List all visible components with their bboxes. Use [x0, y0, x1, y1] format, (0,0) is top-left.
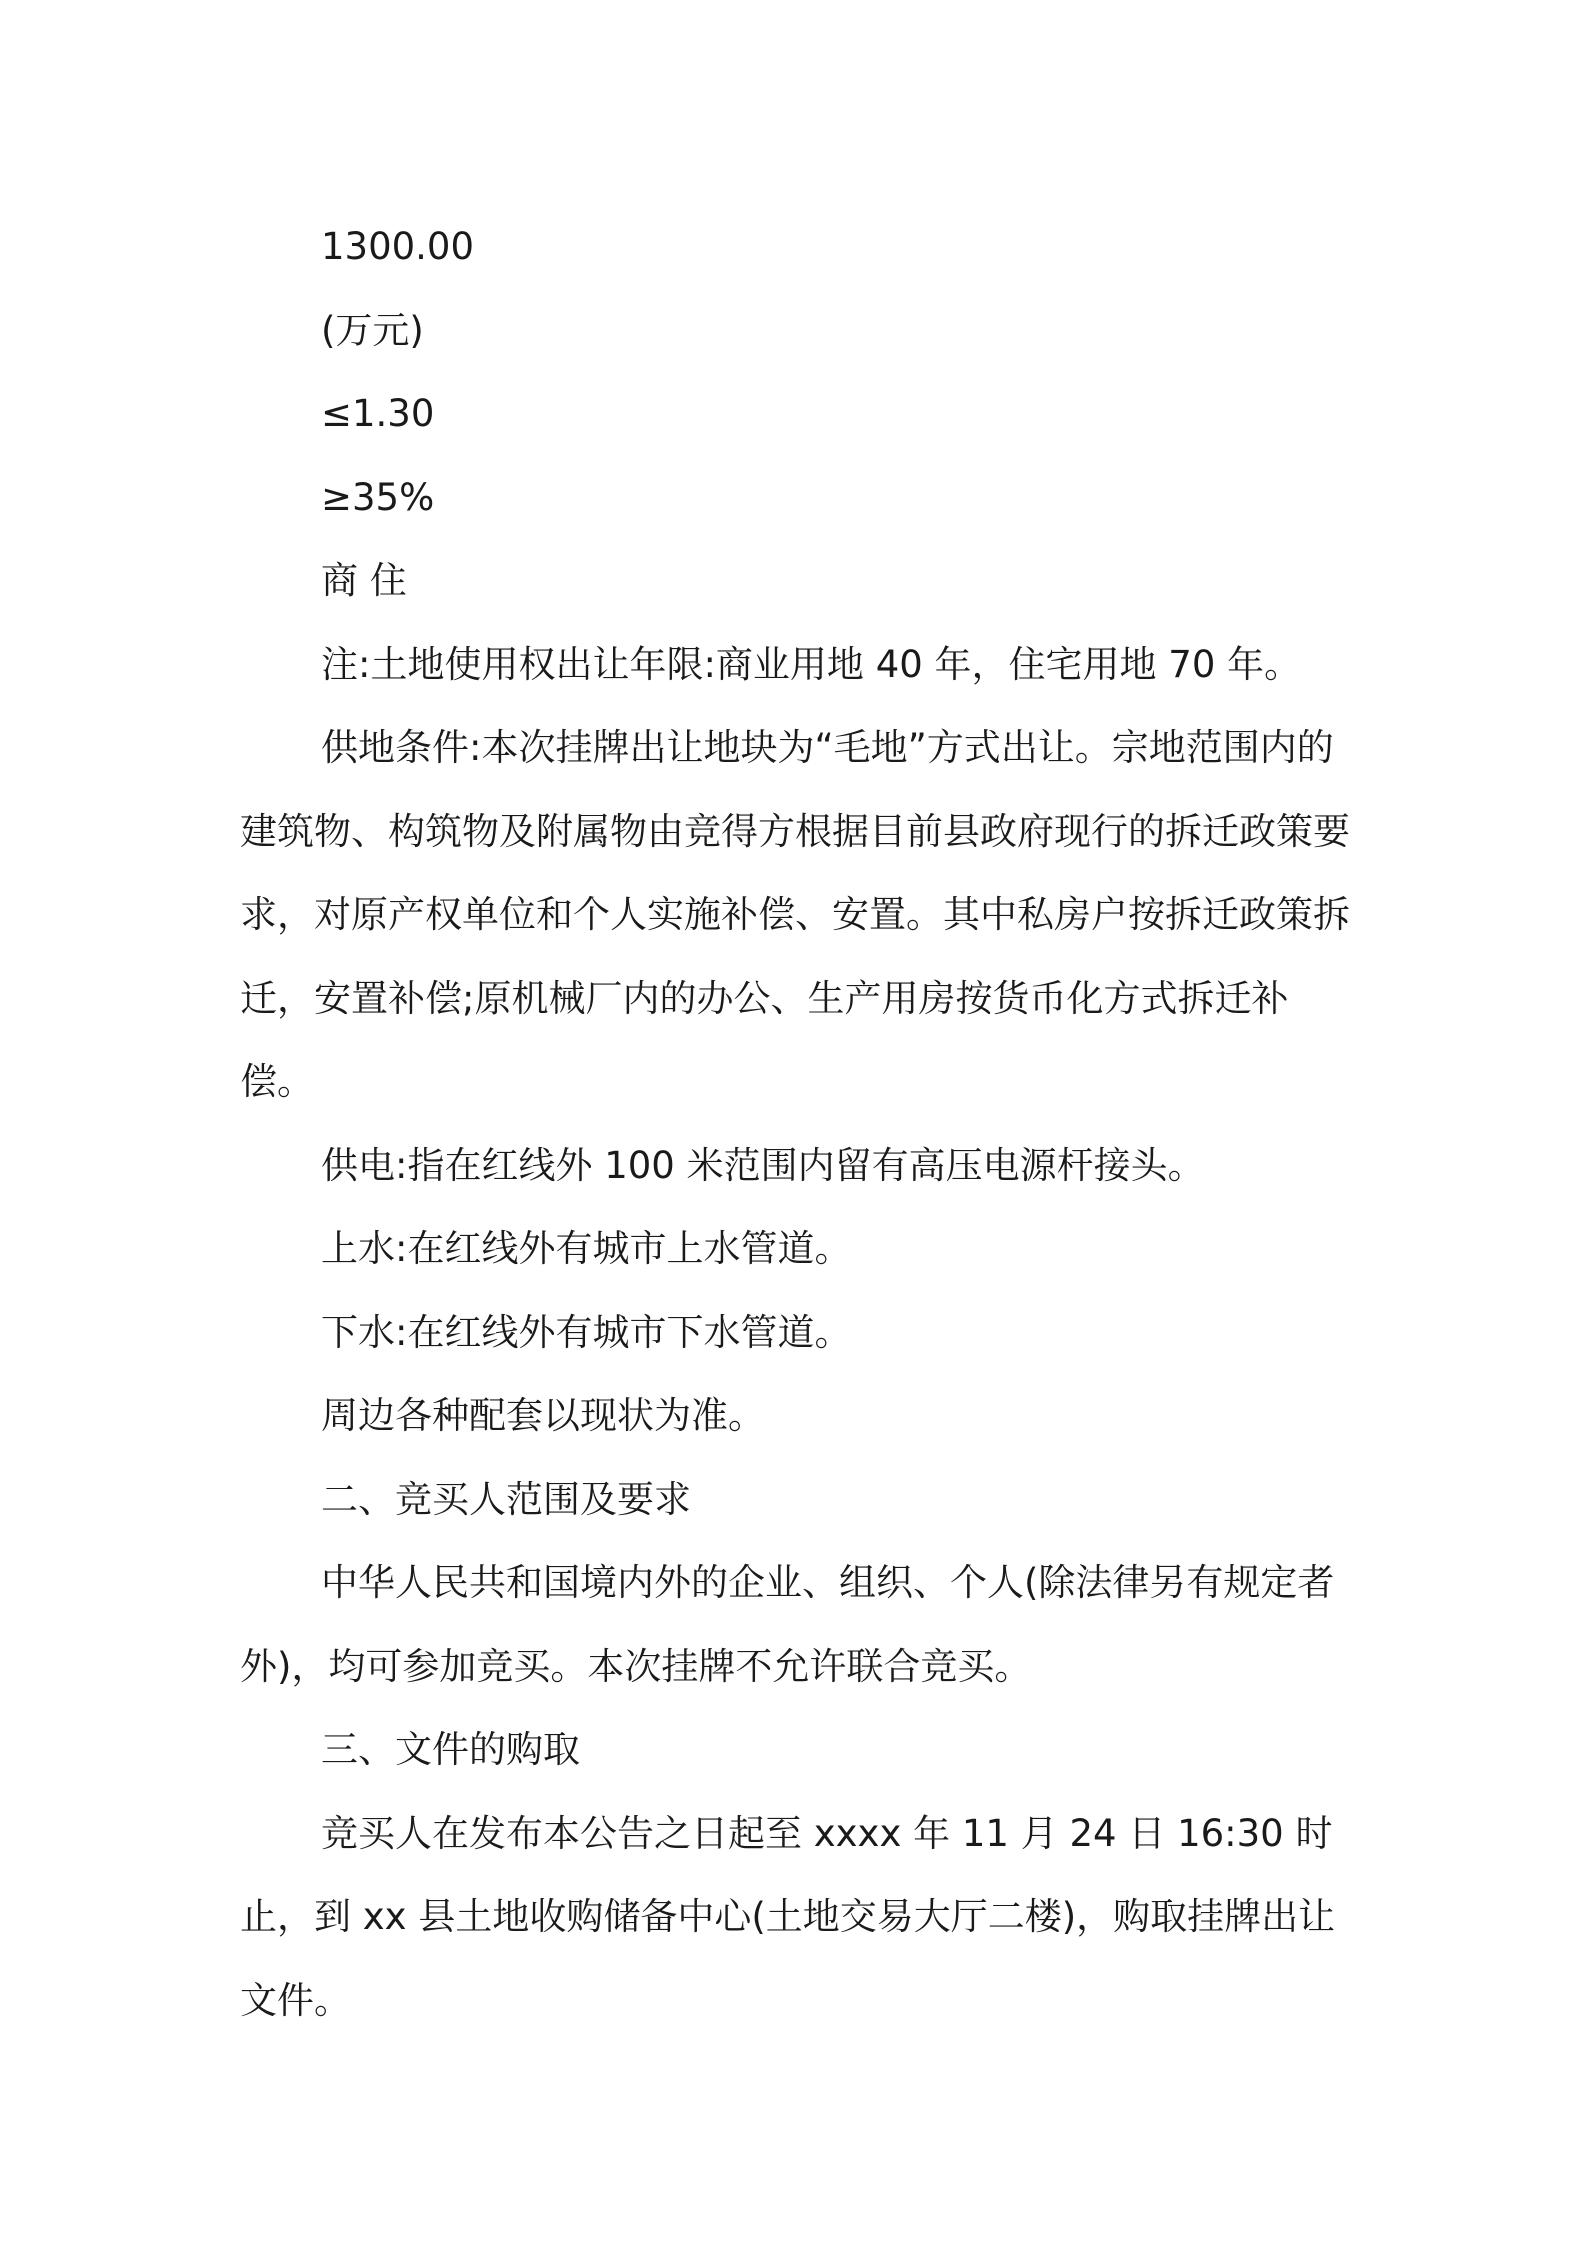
price-value: 1300.00: [321, 225, 475, 268]
documents-paragraph: 竞买人在发布本公告之日起至 xxxx 年 11 月 24 日 16:30 时止，到 xx 县土地收购储备中心(土地交易大厅二楼)，购取挂牌出让文件。: [240, 1811, 1336, 2022]
drainage-paragraph: 下水:在红线外有城市下水管道。: [321, 1310, 852, 1354]
supply-conditions-paragraph: 供地条件:本次挂牌出让地块为“毛地”方式出让。宗地范围内的建筑物、构筑物及附属物由竞得方根据目前县政府现行的拆迁政策要求，对原产权单位和个人实施补偿、安置。其中私房户按拆迁政策拆迁，安置补偿;原机械厂内的办公、生产用房按货币化方式拆迁补偿。: [240, 726, 1350, 1103]
document-body: [240, 205, 1352, 2042]
water-supply-paragraph: 上水:在红线外有城市上水管道。: [321, 1227, 852, 1270]
price-unit: (万元): [321, 308, 424, 352]
green-ratio: ≥35%: [321, 475, 435, 519]
section-heading-bidder-scope: 二、竞买人范围及要求: [321, 1477, 691, 1521]
bidder-scope-paragraph: 中华人民共和国境内外的企业、组织、个人(除法律另有规定者外)，均可参加竞买。本次挂牌不允许联合竞买。: [240, 1561, 1335, 1688]
facilities-paragraph: 周边各种配套以现状为准。: [321, 1394, 765, 1437]
power-supply-paragraph: 供电:指在红线外 100 米范围内留有高压电源杆接头。: [321, 1143, 1205, 1187]
land-use: 商 住: [321, 559, 407, 602]
section-heading-documents: 三、文件的购取: [321, 1728, 580, 1771]
note-term-paragraph: 注:土地使用权出让年限:商业用地 40 年，住宅用地 70 年。: [321, 642, 1302, 686]
plot-ratio: ≤1.30: [321, 392, 435, 435]
